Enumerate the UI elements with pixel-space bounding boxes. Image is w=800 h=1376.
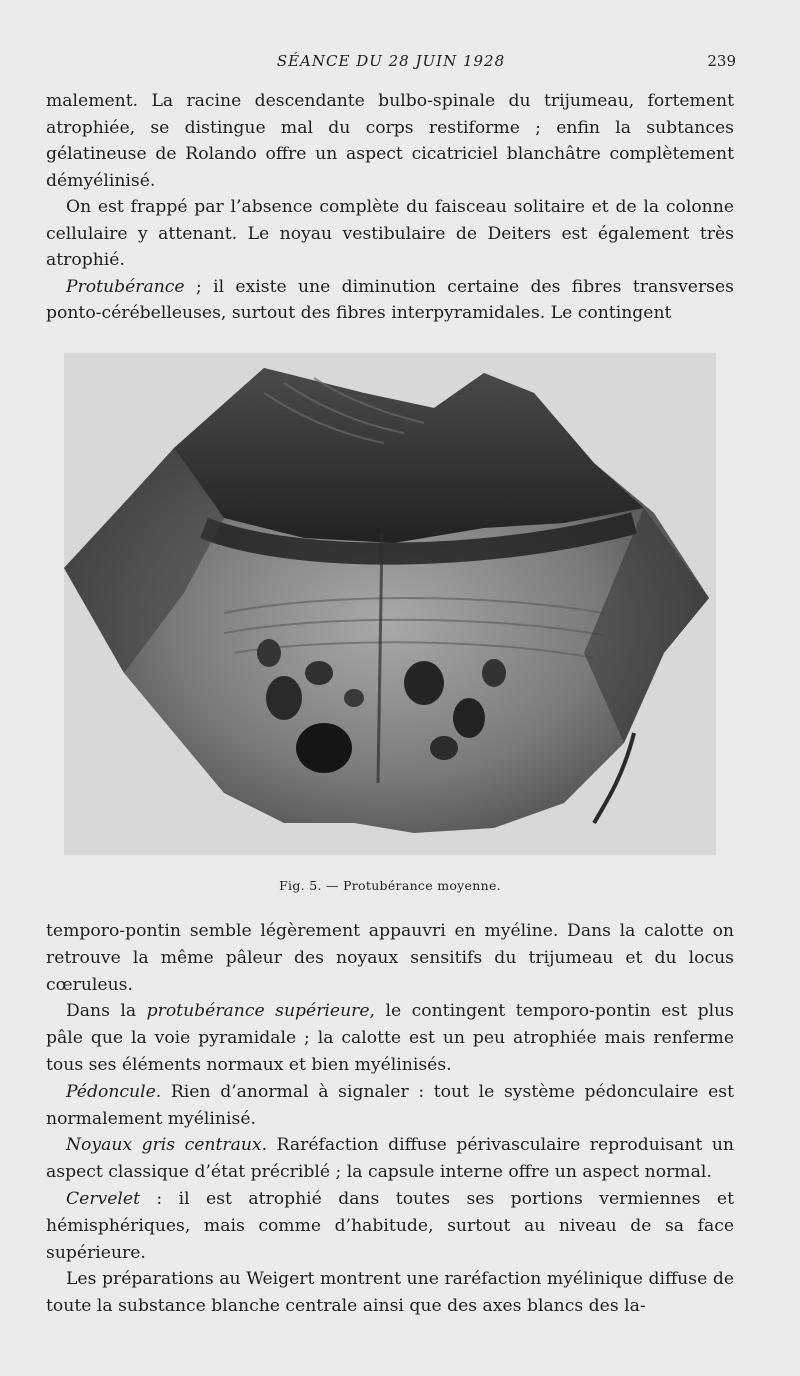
running-head: SÉANCE DU 28 JUIN 1928	[276, 52, 506, 70]
paragraph	[46, 1079, 734, 1133]
figure-photograph	[64, 353, 716, 855]
paragraph: temporo-pontin semble légèrement appauvri en myéline. Dans la calotte on retrouve la même pâleur des noyaux sensitifs du trijumeau et du locus cœruleus.	[46, 921, 734, 995]
paragraph-text: : il est atrophié dans toutes ses portions vermiennes et hémisphériques, mais comme d’habitude, surtout au niveau de sa face supérieure.	[46, 1188, 734, 1263]
paragraph-text: , le contingent temporo-pontin est plus pâle que la voie pyramidale ; la calotte est un peu atrophiée mais renferme tous ses éléments normaux et bien myélinisés.	[46, 1001, 734, 1075]
paragraph	[46, 1132, 734, 1186]
paragraph: On est frappé par l’absence complète du faisceau solitaire et de la colonne cellulaire y attenant. Le noyau vestibulaire de Deiters est également très atrophié.	[46, 197, 734, 270]
paragraph: Les préparations au Weigert montrent une raréfaction myélinique diffuse de toute la substance blanche centrale ainsi que des axes blancs des la-	[46, 1269, 734, 1317]
section-lead: Pédoncule	[66, 1081, 156, 1102]
section-lead: Noyaux gris centraux	[66, 1135, 262, 1156]
paragraph: malement. La racine descendante bulbo-spinale du trijumeau, fortement atrophiée, se distingue mal du corps restiforme ; enfin la subtances gélatineuse de Rolando offre un aspect cicatriciel blanchâtre complètement démyélinisé.	[46, 91, 734, 191]
paragraph-text: . Raréfaction diffuse périvasculaire reproduisant un aspect classique d’état précriblé ; la capsule interne offre un aspect normal.	[46, 1135, 734, 1183]
body-text-bottom	[46, 918, 734, 1320]
paragraph-text: ; il existe une diminution certaine des fibres transverses ponto-cérébelleuses, surtout des fibres interpyramidales. Le contingent	[46, 276, 734, 323]
section-lead: Cervelet	[66, 1188, 140, 1209]
figure-caption: Fig. 5. — Protubérance moyenne.	[279, 878, 501, 893]
paragraph	[46, 998, 734, 1078]
body-text-top	[46, 88, 734, 327]
paragraph-pre: Dans la	[66, 1001, 147, 1022]
page-header	[46, 52, 736, 74]
section-lead: Protubérance	[66, 276, 185, 297]
paragraph-text: . Rien d’anormal à signaler : tout le système pédonculaire est normalement myélinisé.	[46, 1081, 734, 1129]
paragraph	[46, 1186, 734, 1266]
section-lead: protubérance supérieure	[146, 1001, 370, 1022]
page-number: 239	[707, 52, 736, 70]
paragraph	[46, 274, 734, 327]
